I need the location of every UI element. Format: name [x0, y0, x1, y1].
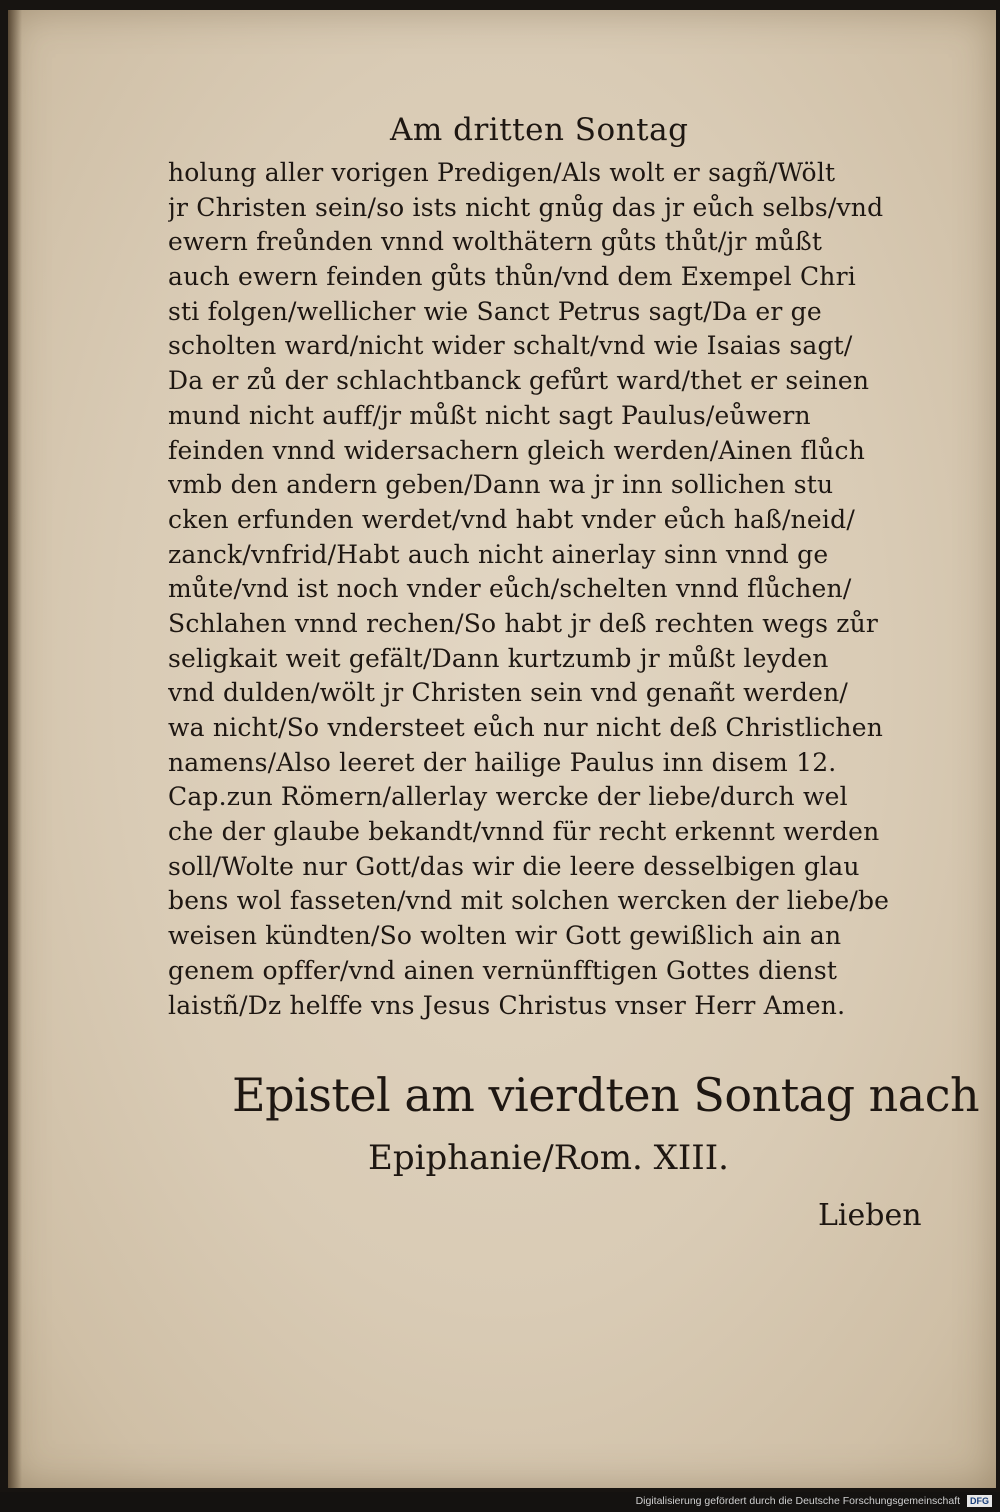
text-line: auch ewern feinden gůts thůn/vnd dem Exempel Chri: [168, 262, 856, 292]
catchword: Lieben: [818, 1198, 922, 1233]
text-line: bens wol fasseten/vnd mit solchen wercken der liebe/be: [168, 886, 890, 916]
footer-credit: [636, 1495, 992, 1507]
section-subheading: Epiphanie/Rom. XIII.: [368, 1138, 729, 1178]
text-line: Cap.zun Römern/allerlay wercke der liebe/durch wel: [168, 782, 848, 812]
text-line: scholten ward/nicht wider schalt/vnd wie Isaias sagt/: [168, 331, 853, 361]
text-line: můte/vnd ist noch vnder eůch/schelten vnnd flůchen/: [168, 574, 852, 604]
text-line: zanck/vnfrid/Habt auch nicht ainerlay sinn vnnd ge: [168, 539, 829, 569]
section-heading: Epistel am vierdten Sontag nach: [232, 1068, 980, 1122]
footer-credit-text: Digitalisierung gefördert durch die Deutsche Forschungsgemeinschaft: [635, 1495, 961, 1507]
text-line: namens/Also leeret der hailige Paulus inn disem 12.: [168, 747, 837, 777]
text-line: Da er zů der schlachtbanck gefůrt ward/thet er seinen: [168, 366, 870, 396]
text-line: che der glaube bekandt/vnnd für recht erkennt werden: [168, 817, 880, 847]
text-line: jr Christen sein/so ists nicht gnůg das jr eůch selbs/vnd: [168, 192, 884, 222]
text-line: weisen kündten/So wolten wir Gott gewißlich ain an: [168, 921, 842, 951]
text-line: soll/Wolte nur Gott/das wir die leere desselbigen glau: [168, 851, 860, 881]
page-edge-shadow: [8, 10, 22, 1488]
text-line: vmb den andern geben/Dann wa jr inn sollichen stu: [168, 470, 834, 500]
text-line: cken erfunden werdet/vnd habt vnder eůch haß/neid/: [168, 504, 855, 534]
text-line: genem opffer/vnd ainen vernünfftigen Gottes dienst: [168, 955, 838, 985]
text-line: vnd dulden/wölt jr Christen sein vnd genañt werden/: [168, 678, 848, 708]
text-line: holung aller vorigen Predigen/Als wolt er sagñ/Wölt: [168, 158, 836, 187]
running-head: Am dritten Sontag: [390, 112, 689, 148]
text-line: seligkait weit gefält/Dann kurtzumb jr můßt leyden: [168, 643, 829, 673]
text-line: ewern freůnden vnnd wolthätern gůts thůt/jr můßt: [168, 227, 823, 257]
text-line: sti folgen/wellicher wie Sanct Petrus sagt/Da er ge: [168, 296, 822, 326]
text-line: wa nicht/So vndersteet eůch nur nicht deß Christlichen: [168, 713, 883, 742]
text-line: laistñ/Dz helffe vns Jesus Christus vnser Herr Amen.: [168, 990, 846, 1020]
body-text: [168, 156, 928, 1023]
text-line: feinden vnnd widersachern gleich werden/Ainen flůch: [168, 435, 865, 465]
text-line: Schlahen vnnd rechen/So habt jr deß rechten wegs zůr: [168, 608, 879, 638]
dfg-logo: DFG: [967, 1495, 992, 1507]
text-line: mund nicht auff/jr můßt nicht sagt Paulus/eůwern: [168, 400, 811, 430]
